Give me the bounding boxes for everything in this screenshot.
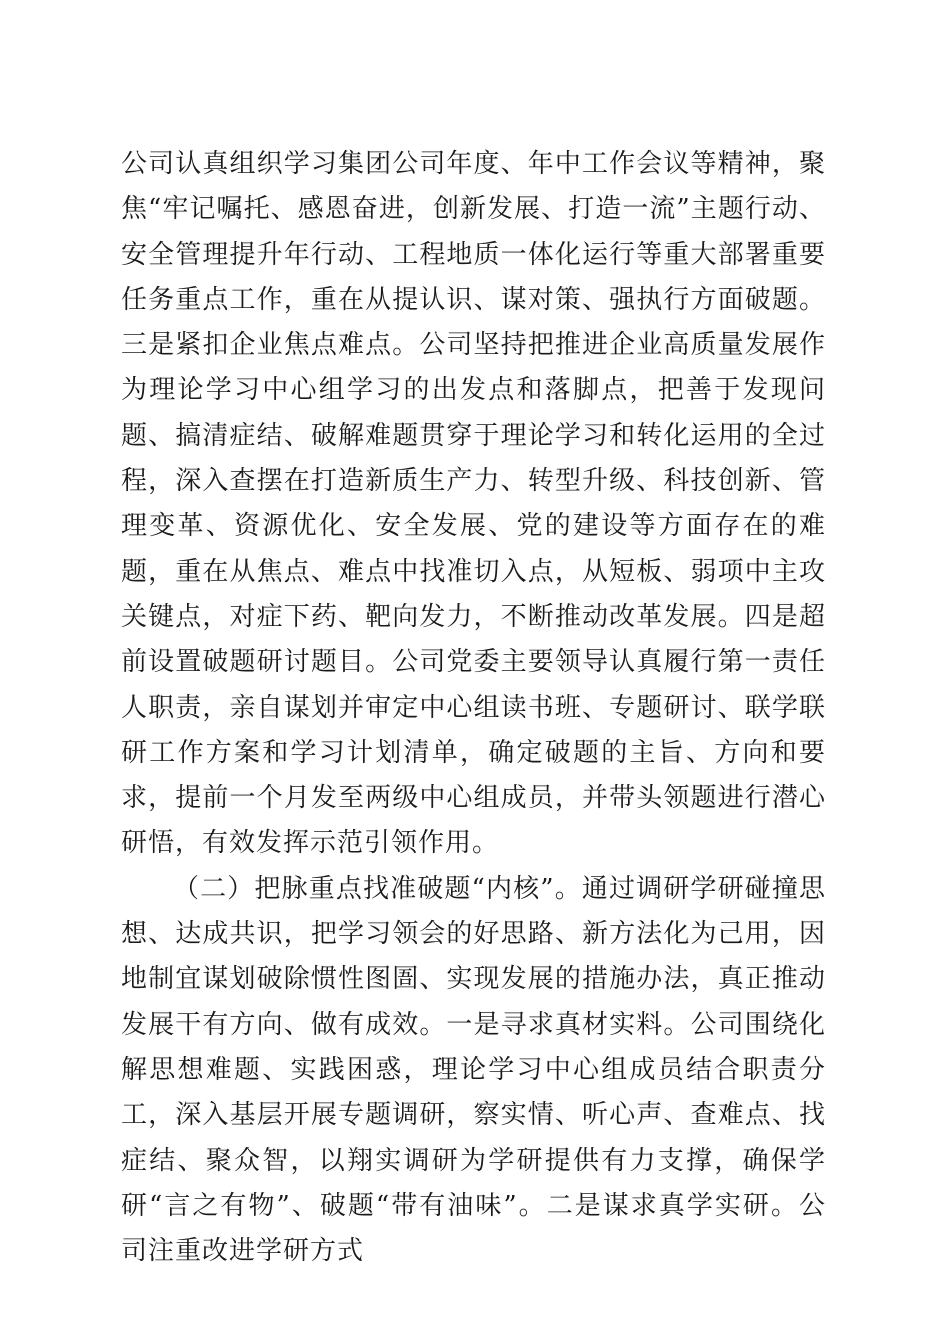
section-heading: （二）把脉重点找准破题“内核”。 (173, 873, 582, 904)
paragraph-1 (121, 142, 826, 867)
document-body (121, 142, 826, 1274)
paragraph-1-text: 公司认真组织学习集团公司年度、年中工作会议等精神，聚焦“牢记嘱托、感恩奋进，创新发展、打造一流”主题行动、安全管理提升年行动、工程地质一体化运行等重大部署重要任务重点工作，重在从提认识、谋对策、强执行方面破题。三是紧扣企业焦点难点。公司坚持把推进企业高质量发展作为理论学习中心组学习的出发点和落脚点，把善于发现问题、搞清症结、破解难题贯穿于理论学习和转化运用的全过程，深入查摆在打造新质生产力、转型升级、科技创新、管理变革、资源优化、安全发展、党的建设等方面存在的难题，重在从焦点、难点中找准切入点，从短板、弱项中主攻关键点，对症下药、靶向发力，不断推动改革发展。四是超前设置破题研讨题目。公司党委主要领导认真履行第一责任人职责，亲自谋划并审定中心组读书班、专题研讨、联学联研工作方案和学习计划清单，确定破题的主旨、方向和要求，提前一个月发至两级中心组成员，并带头领题进行潜心研悟，有效发挥示范引领作用。 (121, 149, 826, 859)
paragraph-2 (121, 867, 826, 1275)
paragraph-2-text: 通过调研学研碰撞思想、达成共识，把学习领会的好思路、新方法化为己用，因地制宜谋划破除惯性图圄、实现发展的措施办法，真正推动发展干有方向、做有成效。一是寻求真材实料。公司围绕化解思想难题、实践困惑，理论学习中心组成员结合职责分工，深入基层开展专题调研，察实情、听心声、查难点、找症结、聚众智，以翔实调研为学研提供有力支撑，确保学研“言之有物”、破题“带有油味”。二是谋求真学实研。公司注重改进学研方式 (121, 873, 826, 1267)
